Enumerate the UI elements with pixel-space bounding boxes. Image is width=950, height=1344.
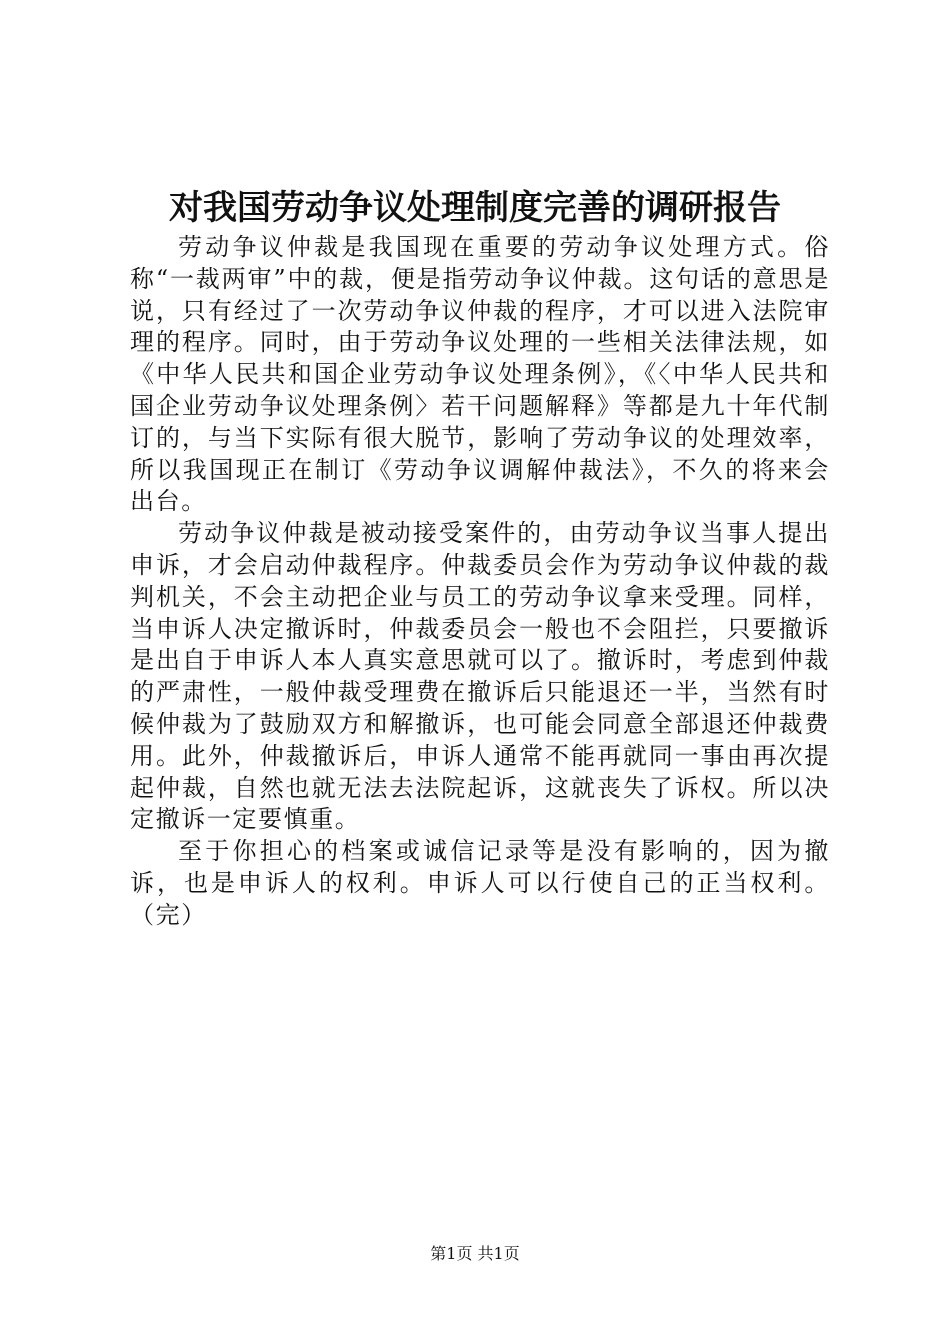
paragraph-1: 劳动争议仲裁是我国现在重要的劳动争议处理方式。俗称“一裁两审”中的裁，便是指劳动争议仲裁。这句话的意思是说，只有经过了一次劳动争议仲裁的程序，才可以进入法院审理的程序。同时，由于劳动争议处理的一些相关法律法规，如《中华人民共和国企业劳动争议处理条例》，《〈中华人民共和国企业劳动争议处理条例〉若干问题解释》等都是九十年代制订的，与当下实际有很大脱节，影响了劳动争议的处理效率，所以我国现正在制订《劳动争议调解仲裁法》，不久的将来会出台。	[130, 233, 830, 516]
document-title: 对我国劳动争议处理制度完善的调研报告	[169, 188, 781, 228]
document-body	[130, 232, 830, 932]
paragraph-2: 劳动争议仲裁是被动接受案件的，由劳动争议当事人提出申诉，才会启动仲裁程序。仲裁委员会作为劳动争议仲裁的裁判机关，不会主动把企业与员工的劳动争议拿来受理。同样，当申诉人决定撤诉时，仲裁委员会一般也不会阻拦，只要撤诉是出自于申诉人本人真实意思就可以了。撤诉时，考虑到仲裁的严肃性，一般仲裁受理费在撤诉后只能退还一半，当然有时候仲裁为了鼓励双方和解撤诉，也可能会同意全部退还仲裁费用。此外，仲裁撤诉后，申诉人通常不能再就同一事由再次提起仲裁，自然也就无法去法院起诉，这就丧失了诉权。所以决定撤诉一定要慎重。	[130, 519, 830, 834]
paragraph-3: 至于你担心的档案或诚信记录等是没有影响的，因为撤诉，也是申诉人的权利。申诉人可以行使自己的正当权利。（完）	[130, 837, 830, 929]
page-number-footer: 第1页 共1页	[430, 1244, 520, 1263]
